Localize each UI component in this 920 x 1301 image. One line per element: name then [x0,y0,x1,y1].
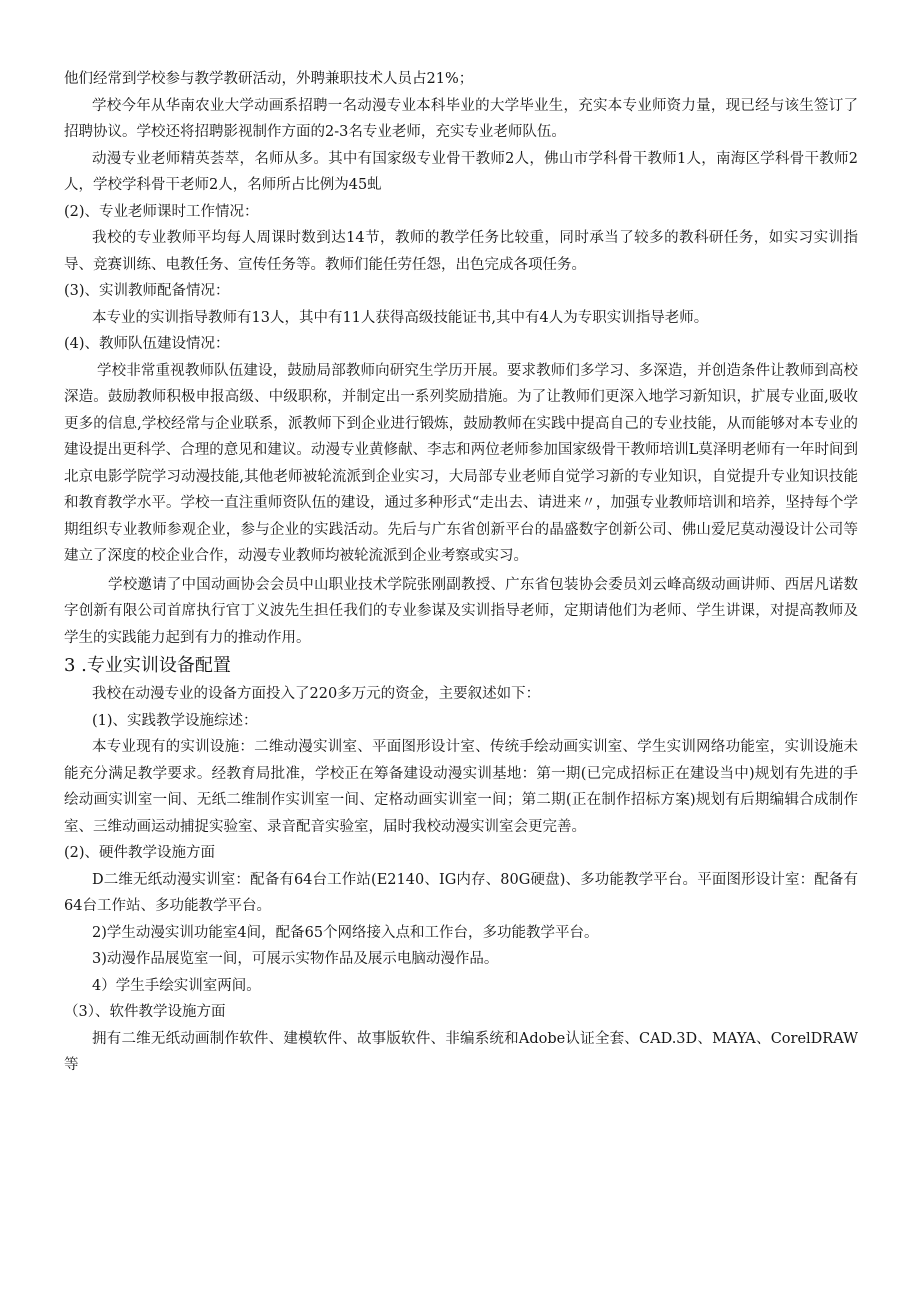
list-item: 3)动漫作品展览室一间，可展示实物作品及展示电脑动漫作品。 [92,951,499,967]
paragraph: 学校非常重视教师队伍建设，鼓励局部教师向研究生学历开展。要求教师们多学习、多深造，并创造条件让教师到高校深造。鼓励教师积极申报高级、中级职称，并制定出一系列奖励措施。为了让教师们更深入地学习新知识，扩展专业面,吸收更多的信息,学校经常与企业联系，派教师下到企业进行锻炼，鼓励教师在实践中提高自己的专业技能，从而能够对本专业的建设提出更科学、合理的意见和建议。动漫专业黄修献、李志和两位老师参加国家级骨干教师培训L莫泽明老师有一年时间到北京电影学院学习动漫技能,其他老师被轮流派到企业实习，大局部专业老师自觉学习新的专业知识，自觉提升专业知识技能和教育教学水平。学校一直注重师资队伍的建设，通过多种形式“走出去、请进来〃，加强专业教师培训和培养，坚持每个学期组织专业教师参观企业，参与企业的实践活动。先后与广东省创新平台的晶盛数字创新公司、佛山爱尼莫动漫设计公司等建立了深度的校企业合作，动漫专业教师均被轮流派到企业考察或实习。 [64,362,858,564]
section-heading: 3 .专业实训设备配置 [64,655,231,676]
paragraph: 他们经常到学校参与教学教研活动，外聘兼职技术人员占21%； [64,71,474,87]
paragraph: 学校邀请了中国动画协会会员中山职业技术学院张刚副教授、广东省包装协会委员刘云峰高级动画讲师、西居凡诺数字创新有限公司首席执行官丁义波先生担任我们的专业参谋及实训指导老师，定期请他们为老师、学生讲课，对提高教师及学生的实践能力起到有力的推动作用。 [64,576,858,646]
paragraph: D二维无纸动漫实训室：配备有64台工作站(E2140、IG内存、80G硬盘)、多功能教学平台。平面图形设计室：配备有64台工作站、多功能教学平台。 [64,871,858,914]
paragraph: 我校在动漫专业的设备方面投入了220多万元的资金，主要叙述如下： [92,686,541,702]
paragraph: 我校的专业教师平均每人周课时数到达14节，教师的教学任务比较重，同时承当了较多的教科研任务，如实习实训指导、竞赛训练、电教任务、宣传任务等。教师们能任劳任怨，出色完成各项任务。 [64,230,858,273]
list-item: 2)学生动漫实训功能室4间，配备65个网络接入点和工作台，多功能教学平台。 [92,924,599,941]
subsection-title: (2)、硬件教学设施方面 [64,845,216,861]
paragraph: 学校今年从华南农业大学动画系招聘一名动漫专业本科毕业的大学毕业生，充实本专业师资力量，现已经与该生签订了招聘协议。学校还将招聘影视制作方面的2-3名专业老师，充实专业老师队伍。 [64,97,858,140]
paragraph: 本专业的实训指导教师有13人，其中有11人获得高级技能证书,其中有4人为专职实训指导老师。 [92,309,709,326]
paragraph: 本专业现有的实训设施：二维动漫实训室、平面图形设计室、传统手绘动画实训室、学生实训网络功能室，实训设施未能充分满足教学要求。经教育局批准，学校正在筹备建设动漫实训基地：第一期(已完成招标正在建设当中)规划有先进的手绘动画实训室一间、无纸二维制作实训室一间、定格动画实训室一间；第二期(正在制作招标方案)规划有后期编辑合成制作室、三维动画运动捕捉实验室、录音配音实验室，届时我校动漫实训室会更完善。 [64,739,858,835]
subsection-title: (3)、实训教师配备情况： [64,283,230,299]
subsection-title: （3）、软件教学设施方面 [64,1004,226,1020]
subsection-title: (2)、专业老师课时工作情况： [64,203,259,220]
list-item: 4）学生手绘实训室两间。 [92,977,261,994]
document-body [64,66,858,1079]
subsection-title: (1)、实践教学设施综述： [92,712,258,729]
paragraph: 拥有二维无纸动画制作软件、建模软件、故事版软件、非编系统和Adobe认证全套、CAD.3D、MAYA、CorelDRAW等 [64,1030,858,1073]
paragraph: 动漫专业老师精英荟萃，名师从多。其中有国家级专业骨干教师2人，佛山市学科骨干教师1人，南海区学科骨干教师2人，学校学科骨干老师2人，名师所占比例为45虬 [64,150,858,193]
subsection-title: (4)、教师队伍建设情况： [64,336,230,352]
